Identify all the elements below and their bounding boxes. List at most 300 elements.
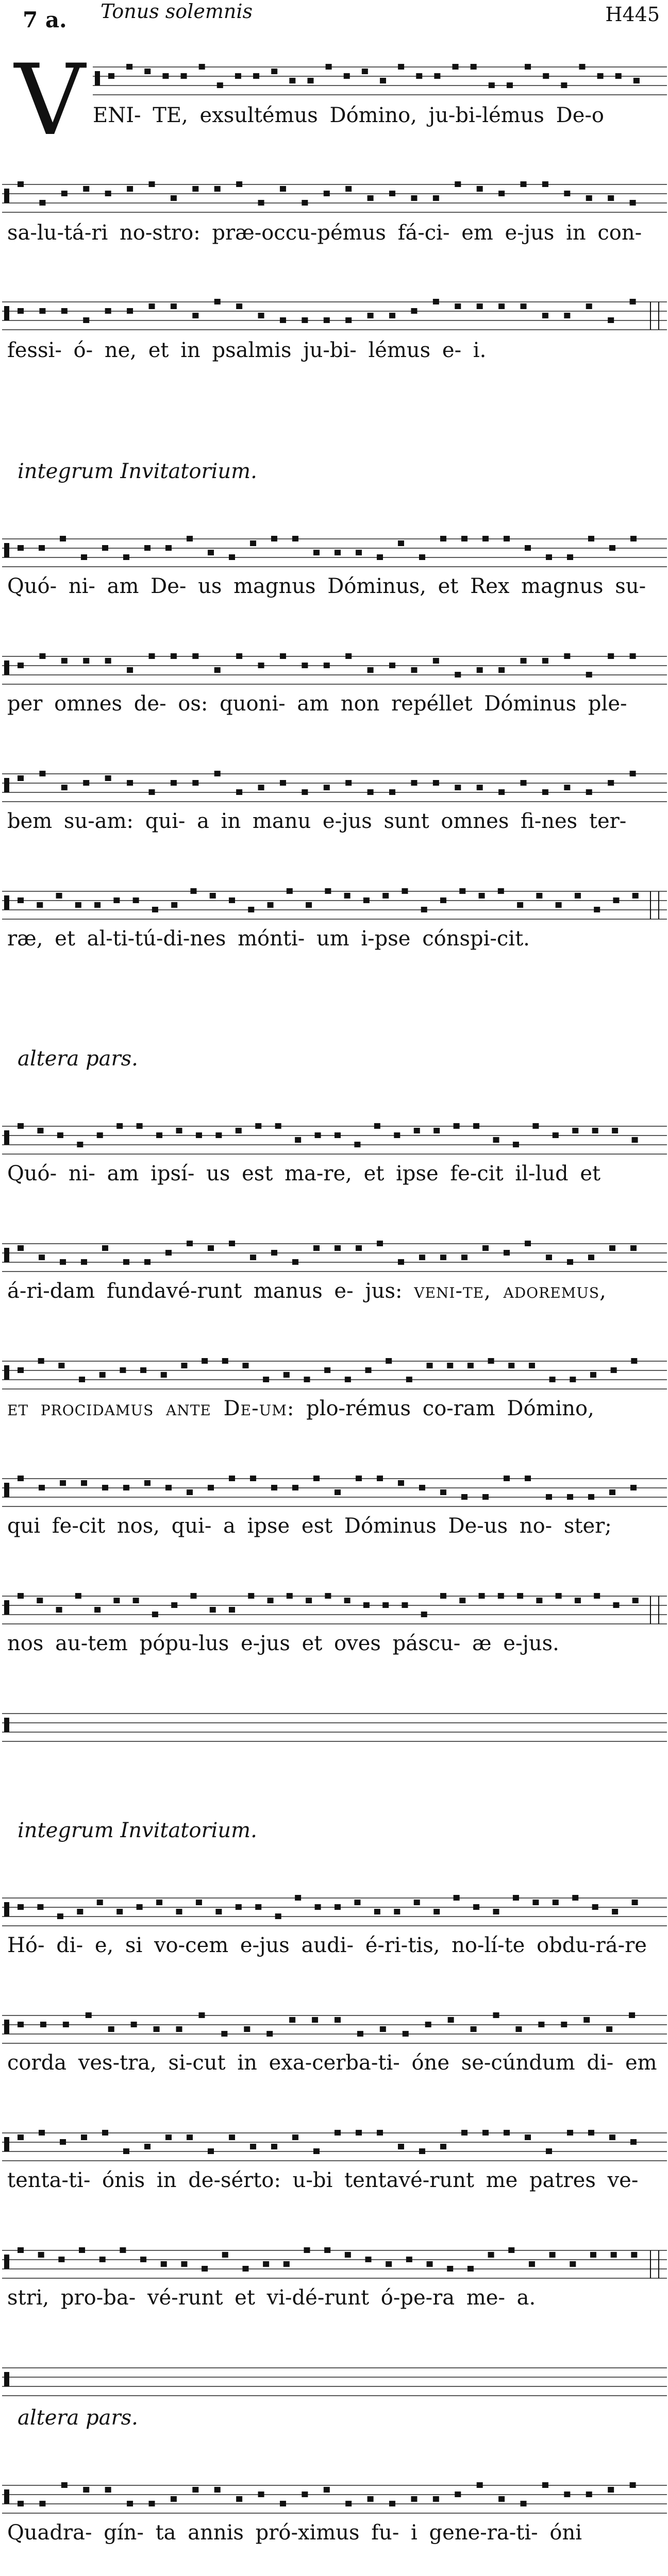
lyric-line [7, 1279, 668, 1303]
neume-note [324, 191, 330, 196]
clef-icon [4, 1718, 9, 1732]
neume-note [56, 893, 62, 899]
chant-staff [0, 533, 668, 574]
neume-note [586, 672, 592, 677]
neume-note [525, 2134, 531, 2140]
neume-note [630, 1485, 637, 1490]
lyric-smallcaps: veni-te, adoremus, [414, 1279, 607, 1303]
neume-note [611, 2252, 617, 2258]
neume-note [214, 299, 221, 304]
neume-note [280, 780, 286, 786]
neume-note [75, 1593, 81, 1599]
neume-note [345, 317, 352, 323]
neume-note [165, 1250, 172, 1256]
neume-note [440, 536, 446, 541]
neume-note [258, 663, 264, 668]
neume-note [302, 317, 308, 323]
neume-note [253, 73, 259, 79]
neume-note [482, 1494, 489, 1500]
neume-note [313, 1476, 320, 1481]
neume-note [236, 2496, 242, 2502]
neume-note [250, 2144, 256, 2149]
neume-note [567, 1494, 573, 1500]
neume-note [83, 186, 89, 192]
neume-note [315, 1132, 321, 1138]
neume-note [498, 303, 505, 309]
neume-note [325, 1593, 331, 1599]
neume-note [419, 554, 425, 560]
neume-note [508, 1363, 514, 1368]
neume-note [356, 2130, 362, 2136]
neume-note [236, 1904, 242, 1910]
neume-note [306, 902, 312, 908]
neume-note [394, 1909, 400, 1914]
neume-note [493, 1137, 499, 1143]
neume-note [588, 536, 594, 541]
neume-note [137, 1904, 143, 1910]
clef-icon [4, 1483, 9, 1497]
neume-note [447, 2266, 453, 2272]
neume-note [374, 1123, 380, 1129]
neume-note [532, 1123, 539, 1129]
neume-note [498, 789, 505, 795]
lyric-line: ræ, et al-ti-tú-di-nes mónti- um i-pse cónspi-cit. [7, 927, 530, 951]
neume-note [127, 186, 133, 192]
neume-note [368, 195, 374, 201]
neume-note [214, 771, 221, 776]
neume-note [414, 1128, 420, 1133]
neume-note [18, 2134, 24, 2140]
neume-note [403, 2031, 409, 2037]
neume-note [315, 1904, 321, 1910]
chant-staff [0, 178, 668, 219]
neume-note [586, 2492, 592, 2497]
neume-note [133, 897, 139, 903]
neume-note [18, 2022, 24, 2027]
neume-note [83, 780, 89, 786]
neume-note [594, 907, 600, 912]
neume-note [597, 73, 604, 79]
neume-note [148, 181, 155, 187]
neume-note [461, 1494, 467, 1500]
neume-note [632, 1598, 639, 1603]
neume-note [275, 1913, 281, 1919]
clef-icon [4, 1600, 9, 1615]
neume-note [292, 1259, 298, 1265]
neume-note [97, 1900, 103, 1905]
clef-icon [4, 2372, 9, 2386]
clef-icon [95, 71, 100, 86]
neume-note [108, 2026, 114, 2032]
neume-note [137, 1123, 143, 1129]
neume-note [488, 1358, 494, 1364]
neume-note [411, 308, 417, 314]
neume-note [546, 554, 552, 560]
neume-note [214, 186, 221, 192]
neume-note [482, 1245, 489, 1251]
neume-note [18, 775, 24, 781]
neume-note [567, 554, 573, 560]
neume-note [283, 1372, 290, 1378]
neume-note [380, 78, 386, 83]
neume-note [556, 1593, 562, 1599]
neume-note [471, 2026, 477, 2032]
neume-note [611, 1367, 617, 1373]
neume-note [123, 1485, 129, 1490]
neume-note [454, 1895, 460, 1901]
neume-note [498, 2496, 505, 2502]
neume-note [513, 1895, 519, 1901]
neume-note [455, 181, 461, 187]
neume-note [302, 200, 308, 206]
neume-note [18, 2501, 24, 2506]
neume-note [289, 78, 295, 83]
neume-note [171, 653, 177, 659]
neume-note [250, 1476, 256, 1481]
neume-note [229, 897, 235, 903]
neume-note [588, 2130, 594, 2136]
neume-note [455, 672, 461, 677]
neume-note [608, 780, 614, 786]
neume-note [18, 308, 24, 314]
neume-note [242, 1363, 248, 1368]
neume-note [116, 1123, 123, 1129]
neume-note [131, 2022, 137, 2027]
neume-note [477, 2482, 483, 2488]
neume-note [292, 2134, 298, 2140]
neume-note [564, 191, 570, 196]
neume-note [440, 2144, 446, 2149]
neume-note [389, 191, 395, 196]
neume-note [39, 545, 45, 551]
neume-note [633, 78, 640, 83]
neume-note [123, 1259, 129, 1265]
neume-note [570, 1377, 576, 1382]
neume-note [398, 540, 404, 546]
neume-note [217, 82, 223, 88]
neume-note [18, 181, 24, 187]
neume-note [171, 2496, 177, 2502]
neume-note [229, 1476, 235, 1481]
neume-note [171, 195, 177, 201]
neume-note [632, 1137, 638, 1143]
neume-note [208, 1485, 214, 1490]
neume-note [292, 1485, 298, 1490]
chant-staff [0, 2127, 668, 2168]
neume-note [482, 2130, 489, 2136]
neume-note [324, 317, 330, 323]
neume-note [398, 1259, 404, 1265]
neume-note [419, 1255, 425, 1260]
neume-note [39, 2501, 45, 2506]
neume-note [18, 897, 24, 903]
neume-note [313, 2148, 320, 2154]
neume-note [575, 1598, 581, 1603]
neume-note [362, 69, 368, 74]
neume-note [229, 1607, 235, 1613]
neume-note [433, 2496, 439, 2502]
clef-icon [4, 1130, 9, 1145]
neume-note [165, 1485, 172, 1490]
drop-cap-initial: V [14, 43, 86, 157]
neume-note [498, 667, 505, 673]
neume-note [433, 780, 439, 786]
neume-note [498, 1593, 504, 1599]
neume-note [461, 2130, 467, 2136]
neume-note [140, 2257, 146, 2262]
neume-note [427, 2261, 433, 2267]
neume-note [416, 73, 422, 79]
neume-note [127, 780, 133, 786]
neume-note [345, 653, 352, 659]
neume-note [324, 2487, 330, 2493]
chant-staff [0, 885, 668, 926]
neume-note [411, 667, 417, 673]
neume-note [222, 1358, 228, 1364]
neume-note [564, 785, 570, 790]
chant-staff [0, 1590, 668, 1631]
neume-note [389, 663, 395, 668]
neume-note [248, 1593, 254, 1599]
neume-note [394, 1132, 400, 1138]
neume-note [521, 2501, 527, 2506]
neume-note [434, 73, 440, 79]
neume-note [94, 902, 101, 908]
neume-note [529, 1363, 535, 1368]
neume-note [120, 2247, 126, 2253]
lyric-text: plo-rémus co-ram Dómino, [294, 1397, 594, 1420]
neume-note [242, 2266, 248, 2272]
neume-note [467, 2266, 474, 2272]
neume-note [250, 1255, 256, 1260]
chant-staff [0, 1120, 668, 1161]
neume-note [126, 64, 132, 70]
neume-note [295, 1137, 301, 1143]
neume-note [377, 554, 383, 560]
neume-note [325, 888, 331, 894]
clef-icon [4, 778, 9, 792]
neume-note [39, 1485, 45, 1490]
rubric-integrum-2: integrum Invitatorium. [18, 1819, 257, 1842]
neume-note [60, 1259, 66, 1265]
neume-note [61, 785, 68, 790]
neume-note [553, 1900, 559, 1905]
neume-note [525, 545, 531, 551]
neume-note [549, 2252, 556, 2258]
neume-note [553, 1132, 559, 1138]
chant-staff [0, 1892, 668, 1933]
neume-note [215, 1909, 222, 1914]
lyric-line: Quó- ni- am ipsí- us est ma-re, et ipse fe-cit il-lud et [7, 1162, 601, 1185]
clef-icon [4, 2489, 9, 2504]
neume-note [344, 1598, 350, 1603]
neume-note [586, 789, 592, 795]
chant-staff [0, 2244, 668, 2285]
neume-note [105, 658, 111, 664]
neume-note [289, 2017, 295, 2023]
neume-note [386, 1358, 392, 1364]
neume-note [414, 1900, 420, 1905]
neume-note [542, 658, 548, 664]
lyric-text: á-ri-dam fundavé-runt manus e- jus: [7, 1279, 414, 1303]
neume-note [382, 893, 389, 899]
neume-note [575, 893, 581, 899]
neume-note [335, 1132, 341, 1138]
neume-note [37, 1598, 43, 1603]
neume-note [39, 308, 45, 314]
neume-note [570, 2261, 576, 2267]
neume-note [631, 2252, 637, 2258]
neume-note [630, 1245, 637, 1251]
lyric-line: Quadra- gín- ta annis pró-ximus fu- i gene-ra-ti- óni [7, 2521, 582, 2545]
neume-note [386, 2261, 392, 2267]
neume-note [488, 2252, 494, 2258]
lyric-smallcaps: et procidamus ante De-um: [7, 1397, 295, 1420]
neume-note [148, 303, 155, 309]
neume-note [229, 554, 235, 560]
neume-note [335, 1489, 341, 1495]
chant-staff [0, 2009, 668, 2050]
neume-note [190, 888, 196, 894]
neume-note [105, 2487, 111, 2493]
neume-note [250, 540, 256, 546]
neume-note [83, 317, 89, 323]
neume-note [556, 902, 562, 908]
neume-note [81, 1259, 87, 1265]
neume-note [411, 195, 417, 201]
chant-staff [0, 650, 668, 691]
neume-note [176, 2026, 182, 2032]
neume-note [477, 186, 483, 192]
neume-note [57, 1132, 63, 1138]
neume-note [40, 2022, 46, 2027]
neume-note [440, 1255, 446, 1260]
neume-note [504, 2130, 510, 2136]
neume-note [461, 536, 467, 541]
neume-note [280, 317, 286, 323]
neume-note [354, 1900, 360, 1905]
neume-note [498, 888, 504, 894]
neume-note [61, 308, 68, 314]
neume-note [18, 545, 24, 551]
neume-note [419, 1485, 425, 1490]
neume-note [255, 1904, 261, 1910]
neume-note [38, 1358, 44, 1364]
neume-note [411, 780, 417, 786]
neume-note [229, 1241, 235, 1246]
neume-note [190, 1593, 196, 1599]
neume-note [192, 2487, 198, 2493]
neume-note [632, 1900, 638, 1905]
neume-note [302, 2492, 308, 2497]
neume-note [549, 1377, 556, 1382]
neume-note [324, 2247, 330, 2253]
neume-note [521, 658, 527, 664]
neume-note [295, 1895, 301, 1901]
chant-staff [0, 768, 668, 809]
neume-note [498, 191, 505, 196]
chant-number: 7 a. [23, 7, 67, 32]
neume-note [433, 299, 439, 304]
neume-note [609, 2134, 615, 2140]
neume-note [613, 897, 619, 903]
neume-note [504, 1476, 510, 1481]
neume-note [258, 200, 264, 206]
neume-note [258, 2492, 264, 2497]
neume-note [471, 64, 477, 70]
lyric-line: Hó- di- e, si vo-cem e-jus audi- é-ri-tis, no-lí-te obdu-rá-re [7, 1934, 647, 1957]
neume-note [192, 313, 198, 318]
neume-note [236, 789, 242, 795]
neume-note [538, 2022, 544, 2027]
neume-note [123, 554, 129, 560]
rubric-integrum-1: integrum Invitatorium. [18, 460, 257, 483]
neume-note [61, 191, 68, 196]
neume-note [477, 785, 483, 790]
neume-note [271, 1250, 277, 1256]
neume-note [187, 1241, 193, 1246]
neume-note [572, 1128, 578, 1133]
neume-note [606, 2026, 612, 2032]
lyric-line: tenta-ti- ónis in de-sérto: u-bi tentavé-runt me patres ve- [7, 2168, 639, 2192]
chant-staff [0, 1707, 668, 1749]
neume-note [127, 308, 133, 314]
neume-note [356, 1476, 362, 1481]
neume-note [161, 2261, 167, 2267]
neume-note [586, 303, 592, 309]
neume-note [156, 1132, 162, 1138]
neume-note [459, 1598, 465, 1603]
neume-note [421, 1612, 427, 1617]
neume-note [307, 78, 313, 83]
neume-note [196, 1132, 202, 1138]
neume-note [419, 2148, 425, 2154]
neume-note [389, 313, 395, 318]
neume-note [148, 2501, 155, 2506]
neume-note [280, 186, 286, 192]
neume-note [380, 2026, 386, 2032]
neume-note [398, 2144, 404, 2149]
neume-note [613, 1602, 619, 1608]
neume-note [18, 1367, 24, 1373]
neume-note [588, 1494, 594, 1500]
neume-note [113, 1598, 120, 1603]
lyric-line: corda ves-tra, si-cut in exa-cerba-ti- óne se-cúndum di- em [7, 2051, 657, 2075]
neume-note [268, 1598, 274, 1603]
neume-note [154, 2026, 160, 2032]
neume-note [479, 1593, 485, 1599]
neume-note [235, 73, 241, 79]
neume-note [590, 2252, 596, 2258]
neume-note [356, 550, 362, 555]
neume-note [448, 2017, 454, 2023]
neume-note [144, 1480, 151, 1486]
neume-note [244, 2026, 250, 2032]
neume-note [165, 545, 172, 551]
neume-note [152, 1612, 158, 1617]
neume-note [102, 545, 108, 551]
neume-note [176, 1128, 182, 1133]
neume-note [507, 82, 513, 88]
neume-note [113, 897, 120, 903]
neume-note [374, 1909, 380, 1914]
neume-note [171, 303, 177, 309]
neume-note [344, 73, 350, 79]
neume-note [467, 1363, 474, 1368]
neume-note [421, 907, 427, 912]
neume-note [493, 2012, 499, 2018]
neume-note [214, 2487, 221, 2493]
